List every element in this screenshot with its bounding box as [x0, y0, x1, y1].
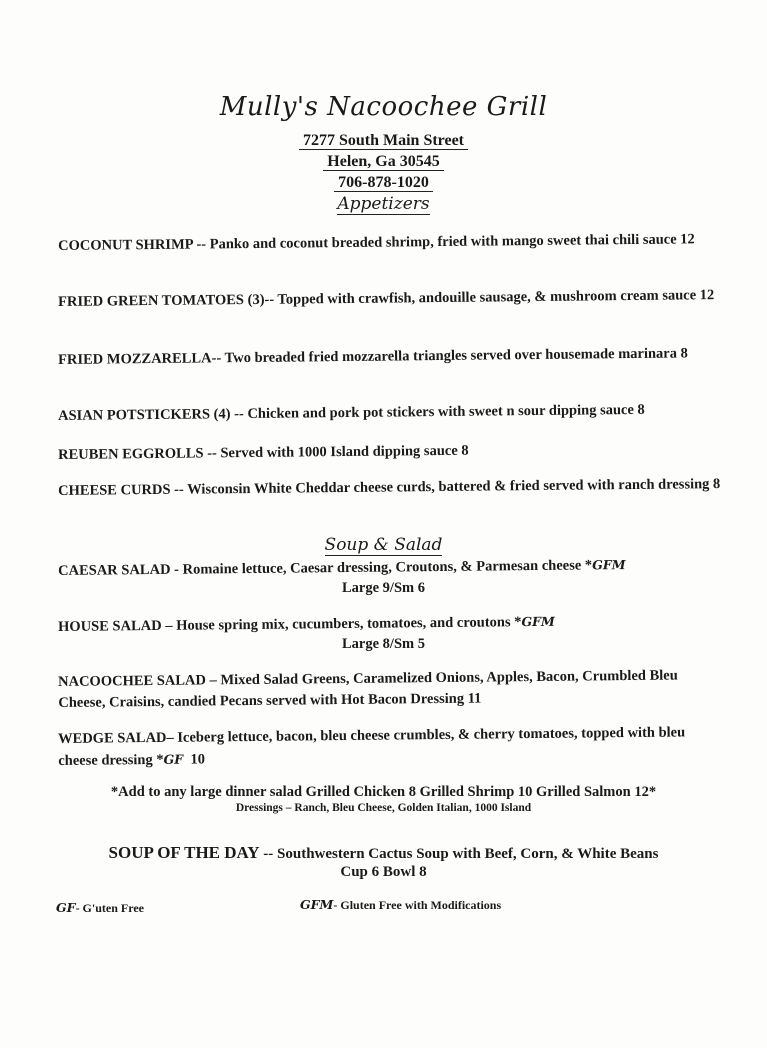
- legend-gf: GF- G'uten Free: [56, 900, 144, 915]
- city-address: Helen, Ga 30545: [0, 153, 767, 171]
- soup-salad-heading: Soup & Salad: [324, 535, 443, 555]
- menu-item-asian-potstickers: ASIAN POTSTICKERS (4) -- Chicken and pork pot stickers with sweet n sour dipping sauce 8: [58, 401, 645, 424]
- gfm-tag: GFM: [592, 557, 626, 573]
- appetizers-heading: Appetizers: [337, 194, 430, 214]
- gf-tag: GF: [163, 751, 184, 767]
- legend-gfm: GFM- Gluten Free with Modifications: [300, 897, 502, 912]
- gfm-tag: GFM: [521, 613, 555, 630]
- menu-item-wedge-salad: WEDGE SALAD– Iceberg lettuce, bacon, bleu cheese crumbles, & cherry tomatoes, topped with bleu cheese dressing *GF 10: [58, 724, 686, 769]
- menu-item-coconut-shrimp: COCONUT SHRIMP -- Panko and coconut breaded shrimp, fried with mango sweet thai chili sauce 12: [58, 231, 695, 254]
- menu-item-fried-green-tomatoes: FRIED GREEN TOMATOES (3)-- Topped with crawfish, andouille sausage, & mushroom cream sauce 12: [58, 287, 715, 310]
- soup-of-the-day: SOUP OF THE DAY -- Southwestern Cactus Soup with Beef, Corn, & White Beans: [108, 843, 659, 862]
- restaurant-name: Mully's Nacoochee Grill: [219, 92, 548, 122]
- dressings-list: Dressings – Ranch, Bleu Cheese, Golden Italian, 1000 Island: [235, 802, 532, 814]
- phone-number: 706-878-1020: [0, 174, 767, 192]
- caesar-price: Large 9/Sm 6: [342, 580, 425, 596]
- menu-item-house-salad: HOUSE SALAD – House spring mix, cucumbers, tomatoes, and croutons *GFM: [58, 613, 555, 635]
- soup-price: Cup 6 Bowl 8: [340, 864, 427, 880]
- menu-item-reuben-eggrolls: REUBEN EGGROLLS -- Served with 1000 Island dipping sauce 8: [58, 442, 469, 463]
- street-address: 7277 South Main Street: [0, 132, 767, 150]
- menu-item-cheese-curds: CHEESE CURDS -- Wisconsin White Cheddar cheese curds, battered & fried served with ranch dressing 8: [58, 476, 721, 499]
- menu-item-fried-mozzarella: FRIED MOZZARELLA-- Two breaded fried mozzarella triangles served over housemade marinara 8: [58, 345, 688, 368]
- house-price: Large 8/Sm 5: [342, 636, 425, 652]
- menu-item-nacoochee-salad: NACOOCHEE SALAD – Mixed Salad Greens, Caramelized Onions, Apples, Bacon, Crumbled Bleu Cheese, Craisins, candied Pecans served with Hot Bacon Dressing 11: [58, 667, 678, 711]
- menu-item-caesar-salad: CAESAR SALAD - Romaine lettuce, Caesar dressing, Croutons, & Parmesan cheese *GFM: [58, 557, 626, 579]
- salad-addon-note: *Add to any large dinner salad Grilled Chicken 8 Grilled Shrimp 10 Grilled Salmon 12*: [110, 784, 657, 800]
